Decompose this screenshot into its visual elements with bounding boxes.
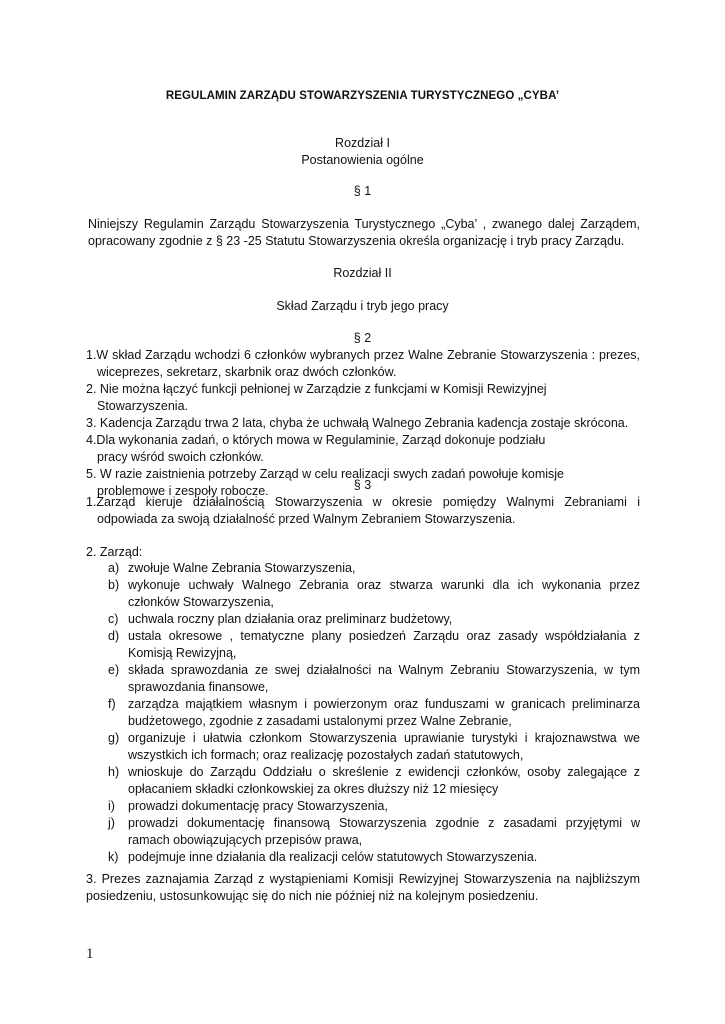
duty-list-item [88,662,640,696]
duty-list-item [88,764,640,798]
zarzad-duties-list [88,560,640,866]
duty-list-item [88,628,640,662]
duty-text: zarządza majątkiem własnym i powierzonym oraz funduszami w granicach preliminarza budżetowego, zgodnie z zasadami ustalonymi przez Walne Zebranie, [128,697,640,728]
paragraph-2-sign: § 2 [353,331,372,345]
duty-marker: j) [108,816,115,830]
duty-marker: i) [108,799,115,813]
duty-marker: d) [108,629,120,643]
duty-list-item [88,730,640,764]
list-item: 5. W razie zaistnienia potrzeby Zarząd w celu realizacji swych zadań powołuje komisje problemowe i zespoły robocze. [86,467,564,498]
list-item: 4.Dla wykonania zadań, o których mowa w Regulaminie, Zarząd dokonuje podziału pracy wśród swoich członków. [86,433,546,464]
duty-marker: b) [108,578,120,592]
paragraph-3-item-1 [86,494,640,528]
chapter-1-heading: Rozdział I [335,136,390,150]
paragraph-3-sign: § 3 [353,478,372,492]
duty-text: prowadzi dokumentację pracy Stowarzyszenia, [128,799,388,813]
duty-marker: h) [108,765,120,779]
duty-list-item [88,611,640,628]
duty-list-item [88,560,640,577]
duty-text: organizuje i ułatwia członkom Stowarzyszenia uprawianie turystyki i krajoznawstwa we wszystkich ich formach; oraz realizację pozostałych zadań statutowych, [128,731,640,762]
duty-marker: f) [108,697,116,711]
chapter-2-subheading: Skład Zarządu i tryb jego pracy [276,299,449,313]
chapter-2-heading: Rozdział II [333,266,392,280]
page-number: 1 [86,946,94,962]
duty-text: składa sprawozdania ze swej działalności na Walnym Zebraniu Stowarzyszenia, w tym sprawozdania finansowe, [128,663,640,694]
paragraph-1-sign: § 1 [353,184,372,198]
duty-marker: c) [108,612,119,626]
duty-text: zwołuje Walne Zebrania Stowarzyszenia, [128,561,356,575]
duty-marker: a) [108,561,120,575]
duty-text: podejmuje inne działania dla realizacji celów statutowych Stowarzyszenia. [128,850,538,864]
duty-marker: k) [108,850,119,864]
list-item: 1.W skład Zarządu wchodzi 6 członków wybranych przez Walne Zebranie Stowarzyszenia : prezes, wiceprezes, sekretarz, skarbnik oraz dwóch członków. [86,348,640,379]
paragraph-1-text: Niniejszy Regulamin Zarządu Stowarzyszenia Turystycznego „Cyba’ , zwanego dalej Zarządem, opracowany zgodnie z § 23 -25 Statutu Stowarzyszenia określa organizację i tryb pracy Zarządu. [88,217,640,248]
duty-list-item [88,798,640,815]
list-item: 2. Nie można łączyć funkcji pełnionej w Zarządzie z funkcjami w Komisji Rewizyjnej Stowarzyszenia. [86,382,547,413]
duty-text: ustala okresowe , tematyczne plany posiedzeń Zarządu oraz zasady współdziałania z Komisją Rewizyjną, [128,629,640,660]
chapter-1-subheading: Postanowienia ogólne [301,153,424,167]
duty-text: wykonuje uchwały Walnego Zebrania oraz stwarza warunki dla ich wykonania przez członków Stowarzyszenia, [128,578,640,609]
list-item: 3. Kadencja Zarządu trwa 2 lata, chyba że uchwałą Walnego Zebrania kadencja zostaje skrócona. [86,416,629,430]
duty-list-item [88,815,640,849]
duty-list-item [88,849,640,866]
duty-marker: e) [108,663,120,677]
duty-marker: g) [108,731,120,745]
document-title: REGULAMIN ZARZĄDU STOWARZYSZENIA TURYSTYCZNEGO „CYBA’ [165,90,560,102]
duty-text: wnioskuje do Zarządu Oddziału o skreślenie z ewidencji członków, osoby zalegające z opłacaniem składki członkowskiej za okres dłuższy niż 12 miesięcy [128,765,640,796]
duty-list-item [88,696,640,730]
list-item: 1.Zarząd kieruje działalnością Stowarzyszenia w okresie pomiędzy Walnymi Zebraniami i odpowiada za swoją działalność przed Walnym Zebraniem Stowarzyszenia. [86,495,640,526]
duty-text: uchwala roczny plan działania oraz preliminarz budżetowy, [128,612,453,626]
paragraph-3-item-2-intro: 2. Zarząd: [86,545,143,559]
duty-list-item [88,577,640,611]
paragraph-3-item-3: 3. Prezes zaznajamia Zarząd z wystąpieniami Komisji Rewizyjnej Stowarzyszenia na najbliższym posiedzeniu, ustosunkowując się do nich nie później niż na kolejnym posiedzeniu. [86,872,640,903]
duty-text: prowadzi dokumentację finansową Stowarzyszenia zgodnie z zasadami przyjętymi w ramach obowiązujących przepisów prawa, [128,816,640,847]
